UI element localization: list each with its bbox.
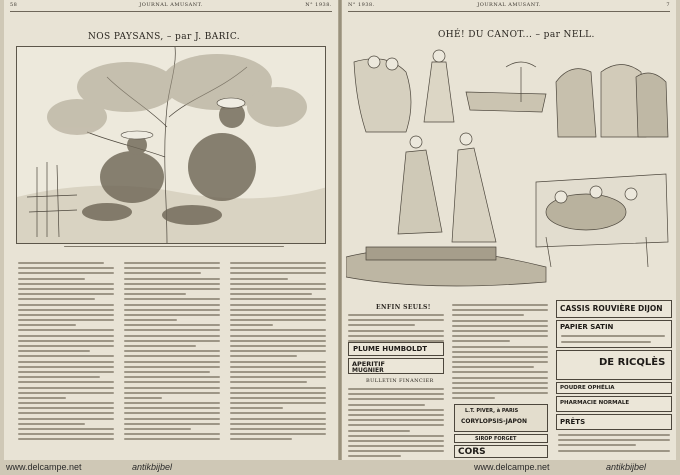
newspaper-spread	[4, 0, 676, 460]
watermark-left-brand: antikbijbel	[132, 462, 173, 472]
left-running-head	[10, 2, 332, 10]
left-title: NOS PAYSANS, – par J. BARIC.	[88, 32, 241, 42]
head-rule	[10, 11, 332, 12]
right-issue-number: N° 1938.	[348, 2, 375, 8]
ad-cassis-text: CASSIS ROUVIÈRE DIJON	[560, 304, 663, 313]
right-page-number: 7	[666, 2, 670, 8]
head-rule	[348, 11, 670, 12]
bulletin-heading: BULLETIN FINANCIER	[366, 378, 434, 384]
ad-pharmacie	[556, 396, 672, 412]
ad-sirop	[454, 434, 548, 443]
watermark-right	[474, 462, 550, 474]
section-heading: ENFIN SEULS!	[376, 304, 431, 311]
watermark-left	[6, 462, 82, 474]
ad-cassis	[556, 300, 672, 318]
left-page-number: 58	[10, 2, 18, 8]
watermark-right-brand: antikbijbel	[606, 462, 647, 472]
right-column-3-text	[558, 434, 670, 455]
left-column-1	[18, 262, 114, 444]
right-masthead: JOURNAL AMUSANT.	[477, 2, 541, 8]
left-column-2	[124, 262, 220, 444]
bulletin-column	[348, 388, 444, 460]
ad-prets-text: PRÊTS	[560, 418, 586, 426]
right-running-head	[348, 2, 670, 10]
left-column-3	[230, 262, 326, 444]
ad-cors-text: CORS	[458, 447, 486, 457]
left-masthead: JOURNAL AMUSANT.	[139, 2, 203, 8]
canoe-illustration	[346, 42, 672, 298]
peasants-sketch	[17, 47, 326, 244]
ad-aperitif-text: APERITIF	[352, 360, 385, 368]
right-title: OHÉ! DU CANOT... – par NELL.	[438, 30, 595, 40]
watermark-right-url: www.delcampe.net	[474, 462, 550, 472]
ad-poudre	[556, 382, 672, 394]
illustration-caption	[64, 246, 284, 250]
right-page	[342, 0, 676, 460]
ad-plume-humboldt	[348, 342, 444, 356]
right-column-2	[452, 304, 548, 403]
peasants-illustration	[16, 46, 326, 244]
left-page	[4, 0, 338, 460]
ad-sirop-text: SIROP FORGET	[475, 436, 517, 442]
watermark-left-url: www.delcampe.net	[6, 462, 82, 472]
ad-ricqles-text: DE RICQLÈS	[599, 357, 666, 368]
canoe-sketch	[346, 42, 672, 298]
ad-cors	[454, 445, 548, 458]
ad-piver-line1: L.T. PIVER, à PARIS	[465, 408, 519, 414]
ad-ricqles	[556, 350, 672, 380]
ad-papier-text: PAPIER SATIN	[560, 323, 614, 331]
ad-aperitif	[348, 358, 444, 374]
ad-prets	[556, 414, 672, 430]
ad-poudre-text: POUDRE OPHÉLIA	[560, 385, 615, 391]
ad-piver-line2: CORYLOPSIS-JAPON	[461, 418, 528, 425]
ad-piver	[454, 404, 548, 432]
left-issue-number: N° 1938.	[305, 2, 332, 8]
ad-mugnier-text: MUGNIER	[352, 367, 384, 374]
ad-papier	[556, 320, 672, 348]
ad-pharmacie-text: PHARMACIE NORMALE	[560, 400, 630, 406]
ad-plume-humboldt-text: PLUME HUMBOLDT	[353, 345, 428, 353]
